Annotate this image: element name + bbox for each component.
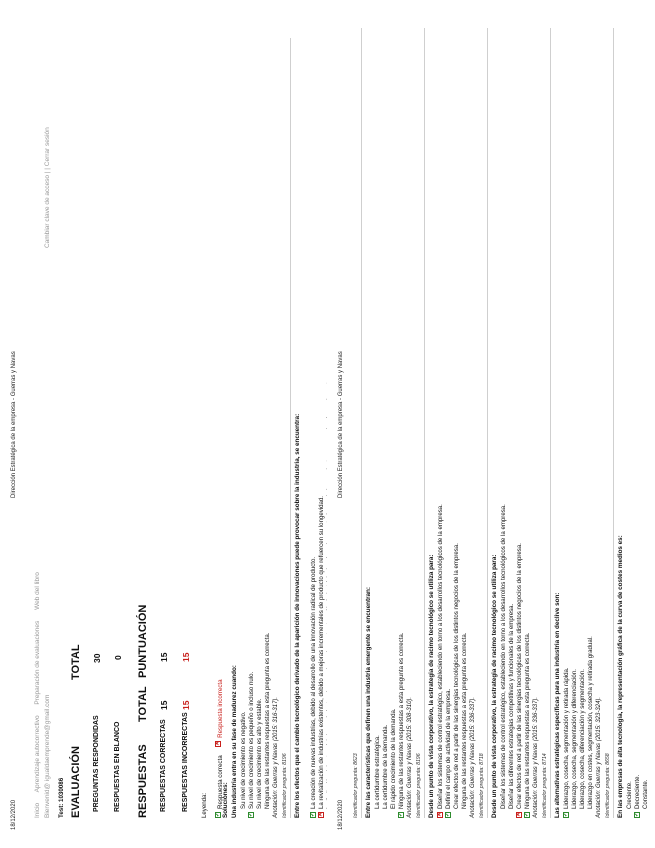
check-box-icon: ✓ [214,811,221,817]
legend-correct: Respuesta correcta [217,755,224,809]
nav-preparacion[interactable]: Preparación de evaluaciones [34,620,41,705]
q5-identifier: Identificador pregunta: 8714 [542,753,548,818]
respuestas-incorrectas-label: RESPUESTAS INCORRECTAS [182,712,189,812]
q4-option-4: Ninguna de las restantes respuestas a esta pregunta es correcta. [461,632,468,809]
q5-question: Desde un punto de vista corporativo, la estrategia de racimo tecnológico se utiliza para: [491,554,498,818]
respuestas-correctas-score: 15 [159,652,169,662]
q1-option-2: ✓Su nivel de crecimiento es pequeño o incluso nulo. [248,671,255,817]
q5-reference: Anotación: Guerras y Navas (2015: 336-337). [533,696,539,818]
check-box-icon: ✓ [634,811,641,817]
q3-option-1: La certidumbre estratégica. [374,735,381,809]
test-id: Test: 1030086 [58,777,65,818]
check-box-icon: ✓ [563,811,570,817]
responses-score-header: PUNTUACIÓN [137,604,149,678]
q3-question: Entre las características que definen una industria emergente se encuentran: [365,587,372,818]
q4-question: Desde un punto de vista corporativo, la estrategia de racimo tecnológico se utiliza para: [428,554,435,818]
q1-identifier: Identificador pregunta: 8196 [282,753,288,818]
page-2 [327,0,654,848]
responses-total-header: TOTAL [137,686,149,722]
q6-option-4: Liderazgo en costes, segmentación, cosecha y retirada gradual. [587,636,594,809]
x-box-icon: ✕ [214,740,221,746]
q4-identifier: Identificador pregunta: 8718 [479,753,485,818]
q1-option-4: Ninguna de las restantes respuestas a esta pregunta es correcta. [264,632,271,809]
q2-option-2: ✕La revitalización de industrias existentes, debido a mejoras incrementales de producto que refuercen su longevidad. [318,496,325,817]
page-header-date: 18/12/2020 [11,799,17,830]
q2-option-1: ✓La creación de nuevas industrias, debido al desarrollo de una innovación radical de producto. [310,556,317,817]
respuestas-correctas-total: 15 [159,700,169,710]
q4-option-1: ✕Diseñar los sistemas de control estratégico, estableciendo en torno a los desarrollos tecnológicos de la empresa. [437,504,444,817]
q6-question: Las alternativas estratégicas específicas para una industria en declive son: [554,592,561,818]
q6-reference: Anotación: Guerras y Navas (2015: 323-324). [596,696,602,818]
respuestas-en-blanco-label: RESPUESTAS EN BLANCO [114,721,121,812]
divider [613,28,614,818]
preguntas-respondidas-value: 30 [92,653,102,663]
q7-option-2: ✓Decreciente. [634,774,641,817]
q5-option-2: Diseñar las diferentes estrategias competitivas y funcionales de la empresa. [508,603,515,809]
divider [550,28,551,818]
divider [361,28,362,818]
q7-option-1: Creciente. [626,781,633,809]
q6-option-1: ✓Liderazgo, cosecha, segmentación y retirada rápida. [563,667,570,817]
user-greeting: Bienvenid@ igualdaemprende@gmail.com [44,694,51,818]
page-header-title: Dirección Estratégica de la empresa - Guerras y Navas [338,351,344,498]
q1-option-1: Su nivel de crecimiento es negativo. [240,711,247,809]
q6-option-2: Liderazgo, cosecha, segmentación y diferenciación. [571,669,578,809]
q7-option-3: Constante. [642,779,649,809]
respuestas-correctas-label: RESPUESTAS CORRECTAS [160,719,167,812]
q1-question: Una industria entra en su fase de madurez cuando: [231,665,238,818]
check-box-icon: ✓ [398,811,405,817]
q6-option-3: Liderazgo, cosecha, diferenciación y segmentación. [579,669,586,809]
page-1 [0,0,327,848]
q3-option-4: ✓Ninguna de las restantes respuestas a esta pregunta es correcta. [398,632,405,817]
q3-identifier: Identificador pregunta: 8196 [416,753,422,818]
respuestas-en-blanco-value: 0 [113,655,123,660]
q5-option-1: Diseñar los sistemas de control estratégico, estableciendo en torno a los desarrollos tecnológicos de la empresa. [500,504,507,809]
q4-reference: Anotación: Guerras y Navas (2015: 336-337). [470,696,476,818]
q3-option-3: El rápido crecimiento de la demanda. [390,708,397,809]
respuestas-incorrectas-total: 15 [181,700,191,710]
q3-reference: Anotación: Guerras y Navas (2015: 308-310). [407,696,413,818]
nav-aprendizaje[interactable]: Aprendizaje autocorrectivo [34,715,41,793]
x-box-icon: ✕ [318,811,325,817]
q5-option-3: ✕Crear efectos de red a partir de las sinergias tecnológicas de los distintos negocios de la empresa. [516,543,523,817]
check-box-icon: ✓ [524,811,531,817]
solutions-title: Soluciones: [222,782,229,818]
preguntas-respondidas-label: PREGUNTAS RESPONDIDAS [93,715,100,812]
check-box-icon: ✓ [445,811,452,817]
top-nav [34,563,41,818]
divider [424,28,425,818]
evaluation-total-header: TOTAL [70,644,82,680]
divider [487,28,488,818]
q4-option-2: ✓Definir el campo de actividad de la empresa. [445,688,452,817]
page-header-date: 18/12/2020 [338,799,344,830]
check-box-icon: ✓ [248,811,255,817]
q5-option-4: ✓Ninguna de las restantes respuestas a esta pregunta es correcta. [524,632,531,817]
x-box-icon: ✕ [437,811,444,817]
q2-question: Entre los efectos que el cambio tecnológico derivado de la aparición de innovaciones puede provocar sobre la industria, se encuentra: [294,413,301,818]
respuestas-incorrectas-score: 15 [181,652,191,662]
legend-title: Leyenda: [201,792,208,818]
x-box-icon: ✕ [516,811,523,817]
q1-reference: Anotación: Guerras y Navas (2015: 316-317). [273,696,279,818]
divider [290,38,291,818]
q3-option-2: La certidumbre de la demanda. [382,724,389,809]
q6-identifier: Identificador pregunta: 8658 [605,753,611,818]
q4-option-3: Crear efectos de red a partir de las sinergias tecnológicas de los distintos negocios de la empresa. [453,543,460,809]
nav-inicio[interactable]: Inicio [34,802,41,818]
check-box-icon: ✓ [310,811,317,817]
evaluation-heading: EVALUACIÓN [70,746,82,818]
responses-heading: RESPUESTAS [137,744,149,818]
page-header-title: Dirección Estratégica de la empresa - Guerras y Navas [11,351,17,498]
q7-question: En las empresas de alta tecnología, la representación gráfica de la curva de costes medios es: [617,535,624,818]
top-identifier: Identificador pregunta: 8623 [353,753,359,818]
q1-option-3: Su nivel de crecimiento es alto y estable. [256,698,263,809]
account-links[interactable]: Cambiar clave de acceso | | Cerrar sesión [44,127,51,248]
nav-web-libro[interactable]: Web del libro [34,572,41,610]
legend-incorrect: Respuesta incorrecta [217,679,224,738]
